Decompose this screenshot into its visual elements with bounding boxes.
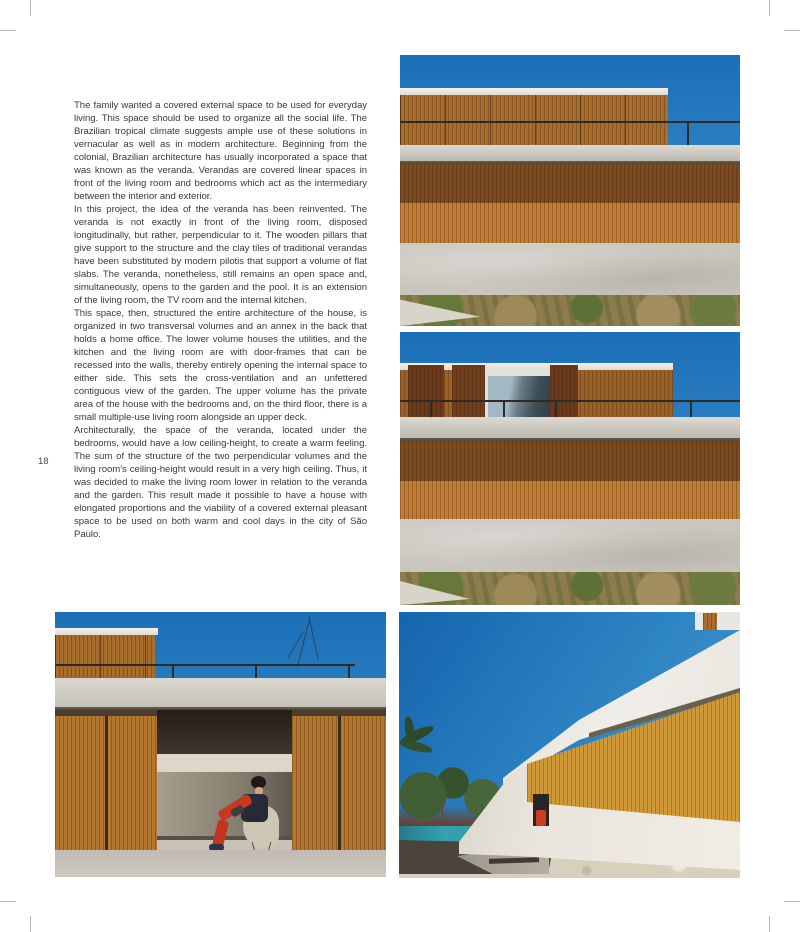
roof-slab <box>400 88 668 95</box>
tree-branch <box>308 616 318 659</box>
pivot-shutter <box>408 365 444 417</box>
railing-post <box>687 121 689 147</box>
concrete-base <box>55 850 386 877</box>
crop-mark <box>30 916 31 932</box>
doorway <box>157 710 292 852</box>
page-number: 18 <box>38 456 49 467</box>
shutter-hinge-gap <box>105 710 108 850</box>
body-paragraph-2: In this project, the idea of the veranda has been reinvented. The veranda is not exactly in front of the living room, disposed longitudinally, but rather, perpendicular to it. The wooden pillars that give support to the structure and the clay tiles of traditional verandas have been substituted by modern pilotis that support a volume of flat slabs. The veranda, nonetheless, still remains an open space and, simultaneously, opens to the garden and the pool. It is an extension of the living room, the TV room and the internal kitchen. <box>74 204 367 306</box>
photo-perspective-facade <box>399 612 740 878</box>
article-text-column <box>74 99 367 541</box>
upper-wood-screen <box>400 95 668 145</box>
crop-mark <box>0 30 16 31</box>
upper-volume-slab <box>695 612 740 630</box>
roof-meadow <box>400 295 740 326</box>
terrace-railing <box>55 664 355 666</box>
body-paragraph-4: Architecturally, the space of the veranda, located under the bedrooms, would have a low ceiling-height, to create a warm feeling. The sum of the structure of the two perpendicular volumes and the living room's ceiling-height would result in a very high ceiling. Thus, it was decided to make the living room lower in relation to the veranda and the garden. This result made it possible to have a house with elongated proportions and the viability of a covered external pleasant space to be used on both warm and cool days in the city of São Paulo. <box>74 425 367 540</box>
person-red-clothing <box>536 810 546 826</box>
railing-post <box>172 664 174 679</box>
upper-box-slab <box>55 628 158 635</box>
tree-branch <box>297 619 310 668</box>
concrete-slab-band <box>400 417 740 440</box>
concrete-base-wall <box>400 243 740 295</box>
crop-mark <box>30 0 31 16</box>
photo-veranda-person <box>55 612 386 877</box>
crop-mark <box>784 30 800 31</box>
railing-post <box>555 400 557 417</box>
concrete-slab-band <box>400 145 740 162</box>
door-head-shadow <box>157 710 292 754</box>
crop-mark <box>769 0 770 16</box>
photo-facade-closed <box>400 55 740 326</box>
photo-open-shutters-upper <box>400 332 740 605</box>
terrace-railing <box>400 121 740 123</box>
crop-mark <box>769 916 770 932</box>
crop-mark <box>784 901 800 902</box>
crop-mark <box>0 901 16 902</box>
interior-ceiling <box>157 754 292 772</box>
lower-wood-screen-light <box>400 203 740 243</box>
railing-post <box>430 400 432 417</box>
railing-post <box>503 400 505 417</box>
body-paragraph-1: The family wanted a covered external space to be used for everyday living. This space should be used to organize all the social life. The Brazilian tropical climate suggests ample use of these solutions in vernacular as well as in modern architecture. Beginning from the colonial, Brazilian architecture has usually incorporated a space that was known as the veranda. Verandas are covered linear spaces in front of the living room and bedrooms which act as the intermediary between the interior and exterior. <box>74 100 367 202</box>
railing-post <box>348 664 350 679</box>
lower-wood-screen-dark <box>400 164 740 203</box>
pivot-shutter <box>452 365 485 417</box>
body-paragraph-3: This space, then, structured the entire architecture of the house, is organized in two transversal volumes and an annex in the back that holds a home office. The lower volume houses the utilities, and the kitchen and the living room are with door-frames that can be recessed into the walls, thereby entirely opening the internal space to either side. This sets the cross-ventilation and an unfettered contiguous view of the garden. The upper volume has the private area of the house with the bedrooms and, on the third floor, there is a small multiple-use living room alongside an upper deck. <box>74 308 367 423</box>
lower-wood-screen-light <box>400 481 740 519</box>
terrace-railing <box>400 400 740 402</box>
upper-volume-wood <box>703 613 717 630</box>
shutter-hinge-gap <box>338 710 341 850</box>
lower-wood-screen-dark <box>400 441 740 481</box>
concrete-base-wall <box>400 519 740 572</box>
concrete-slab-band <box>55 678 386 710</box>
upper-box-wood <box>55 635 155 679</box>
glass-window <box>488 376 550 417</box>
railing-post <box>255 664 257 679</box>
